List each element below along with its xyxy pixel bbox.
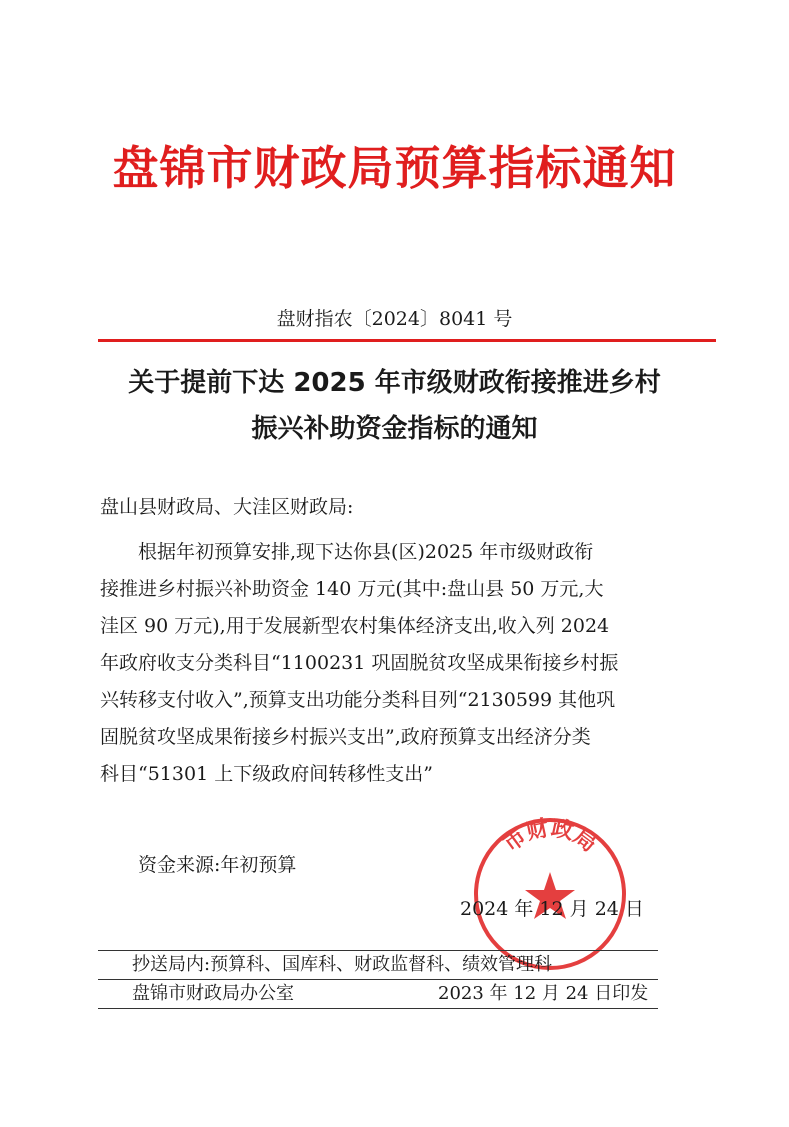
seal-lettering: 市财政局: [498, 815, 602, 858]
footer-divider-top: [98, 950, 658, 951]
print-date: 2023 年 12 月 24 日印发: [438, 983, 649, 1004]
recipient-line: 盘山县财政局、大洼区财政局:: [100, 496, 354, 518]
document-header-title: 盘锦市财政局预算指标通知: [112, 141, 677, 195]
red-divider-line: [98, 339, 716, 342]
footer-divider-bottom: [98, 1008, 658, 1009]
funding-source: 资金来源:年初预算: [138, 854, 297, 876]
body-line-1: 根据年初预算安排,现下达你县(区)2025 年市级财政衔: [138, 541, 594, 563]
body-line-6: 固脱贫攻坚成果衔接乡村振兴支出”,政府预算支出经济分类: [100, 726, 591, 748]
body-line-7: 科目“51301 上下级政府间转移性支出”: [100, 763, 433, 785]
footer-divider-middle: [98, 979, 658, 980]
document-title: [60, 360, 729, 452]
body-line-5: 兴转移支付收入”,预算支出功能分类科目列“2130599 其他巩: [100, 689, 616, 711]
body-line-2: 接推进乡村振兴补助资金 140 万元(其中:盘山县 50 万元,大: [100, 578, 604, 600]
body-line-4: 年政府收支分类科目“1100231 巩固脱贫攻坚成果衔接乡村振: [100, 652, 619, 674]
document-title-line-2: 振兴补助资金指标的通知: [251, 414, 538, 444]
body-line-3: 洼区 90 万元),用于发展新型农村集体经济支出,收入列 2024: [100, 615, 610, 637]
document-number: 盘财指农〔2024〕8041 号: [276, 308, 513, 330]
document-title-line-1: 关于提前下达 2025 年市级财政衔接推进乡村: [128, 368, 661, 398]
issuing-office: 盘锦市财政局办公室: [132, 983, 294, 1004]
signed-date: 2024 年 12 月 24 日: [460, 898, 644, 920]
cc-distribution: 抄送局内:预算科、国库科、财政监督科、绩效管理科: [132, 954, 553, 975]
body-paragraph: [100, 534, 692, 793]
